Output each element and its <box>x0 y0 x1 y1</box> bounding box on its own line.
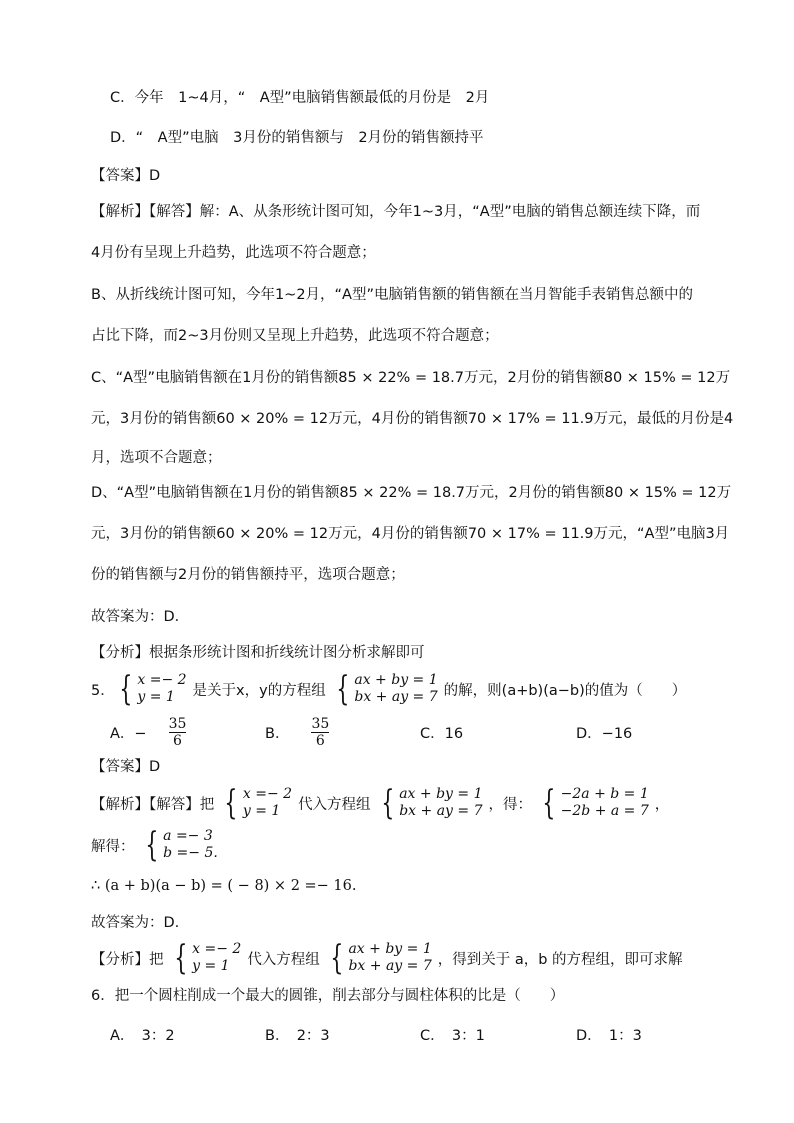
q5-solution-prefix: 【解析】【解答】把 <box>91 796 215 813</box>
q4-option-c: C．今年 1~4月，“ A型”电脑销售额最低的月份是 2月 <box>110 90 490 106</box>
q5-option-b-label: B． <box>265 726 290 742</box>
q5-an-a-line-2: y = 1 <box>192 958 230 974</box>
q5-solve <box>91 825 224 865</box>
q5-conclusion: 故答案为：D. <box>91 915 180 931</box>
q4-solution-line-10: 份的销售额与2月份的销售额持平，选项合题意； <box>91 567 405 583</box>
q5-number: 5． <box>91 682 115 699</box>
q5-stem-tail: 的解，则(a+b)(a−b)的值为（ ） <box>443 682 687 699</box>
q5-equation-system: { ax + by = 1 bx + ay = 7 <box>336 669 438 709</box>
q5-answer: 【答案】D <box>91 759 161 775</box>
q4-solution-line-5: C、“A型”电脑销售额在1月份的销售额85 × 22% = 18.7万元，2月份的销售额80 × 15% = 12万 <box>91 370 731 386</box>
q5-system-b-line-2: bx + ay = 7 <box>354 689 438 705</box>
q4-option-d: D．“ A型”电脑 3月份的销售额与 2月份的销售额持平 <box>110 130 484 146</box>
q5-analysis-system-a: { x =− 2 y = 1 <box>173 938 242 978</box>
q5-option-a-numerator: 35 <box>168 716 187 732</box>
q5-solution-end: ， <box>654 796 670 813</box>
q5-analysis-middle: 代入方程组 <box>247 951 320 968</box>
q5-option-b-fraction <box>311 716 329 749</box>
q4-solution-line-3: B、从折线统计图可知，今年1~2月，“A型”电脑销售额的销售额在当月智能手表销售总额中的 <box>91 287 693 303</box>
q5-therefore: ∴ (a + b)(a − b) = ( − 8) × 2 =− 16. <box>91 878 357 894</box>
q5-analysis-prefix: 【分析】把 <box>91 951 164 968</box>
q5-analysis-tail: ，得到关于 a，b 的方程组，即可求解 <box>437 951 683 968</box>
q5-sol-a-line-1: x =− 2 <box>242 786 293 802</box>
q5-option-a-label: A．− <box>110 726 147 742</box>
q4-solution-line-7: 月，选项不合题意； <box>91 450 222 466</box>
q5-analysis <box>91 938 683 978</box>
q5-option-b <box>265 716 329 749</box>
q4-solution-line-2: 4月份有呈现上升趋势，此选项不符合题意； <box>91 245 376 261</box>
q5-an-a-line-1: x =− 2 <box>192 941 242 957</box>
q5-system-a-line-1: x =− 2 <box>137 672 187 688</box>
q4-answer: 【答案】D <box>91 168 161 184</box>
q4-conclusion: 故答案为：D． <box>91 609 190 625</box>
q5-option-b-numerator: 35 <box>311 716 330 732</box>
q5-solution-middle: 代入方程组 <box>298 796 371 813</box>
q5-an-b-line-2: bx + ay = 7 <box>348 958 432 974</box>
q5-analysis-system-b: { ax + by = 1 bx + ay = 7 <box>330 938 432 978</box>
q5-option-b-denominator: 6 <box>315 733 325 749</box>
q5-sol-c-line-2: −2b + a = 7 <box>560 803 649 819</box>
q5-stem-middle: 是关于x，y的方程组 <box>192 682 326 699</box>
q5-option-c: C．16 <box>420 726 464 742</box>
q5-solve-line-2: b =− 5. <box>163 845 218 861</box>
q6-option-c: C． 3：1 <box>420 1028 485 1044</box>
q4-solution-line-9: 元，3月份的销售额60 × 20% = 12万元，4月份的销售额70 × 17% = 11.9万元，“A型”电脑3月 <box>91 526 730 542</box>
q6-option-a: A． 3：2 <box>110 1028 175 1044</box>
q5-sol-b-line-1: ax + by = 1 <box>399 786 483 802</box>
q5-an-b-line-1: ax + by = 1 <box>348 941 432 957</box>
q5-sol-b-line-2: bx + ay = 7 <box>399 803 483 819</box>
q5-solve-label: 解得： <box>91 838 135 855</box>
q5-stem <box>91 669 687 709</box>
q6-option-d: D． 1：3 <box>576 1028 642 1044</box>
q5-solution-got: ，得： <box>488 796 532 813</box>
q6-stem: 6．把一个圆柱削成一个最大的圆锥，削去部分与圆柱体积的比是（ ） <box>91 988 565 1004</box>
q5-solution-system-b: { ax + by = 1 bx + ay = 7 <box>380 783 483 823</box>
q5-system-b-line-1: ax + by = 1 <box>354 672 438 688</box>
q5-sol-a-line-2: y = 1 <box>242 803 281 819</box>
q4-analysis: 【分析】根据条形统计图和折线统计图分析求解即可 <box>91 645 425 661</box>
q5-solve-line-1: a =− 3 <box>163 828 213 844</box>
q4-solution-line-1: 【解析】【解答】解：A、从条形统计图可知，今年1~3月，“A型”电脑的销售总额连续下降，而 <box>91 204 701 220</box>
q6-option-b: B． 2：3 <box>265 1028 330 1044</box>
q5-solution-system-a: { x =− 2 y = 1 <box>224 783 293 823</box>
q5-option-a <box>110 716 186 749</box>
q4-solution-line-8: D、“A型”电脑销售额在1月份的销售额85 × 22% = 18.7万元，2月份的销售额80 × 15% = 12万 <box>91 485 732 501</box>
q5-option-a-denominator: 6 <box>173 733 182 749</box>
q5-option-a-fraction <box>169 716 187 749</box>
q5-option-d: D．−16 <box>576 726 633 742</box>
q4-solution-line-6: 元，3月份的销售额60 × 20% = 12万元，4月份的销售额70 × 17% = 11.9万元，最低的月份是4 <box>91 411 734 427</box>
q5-solve-system: { a =− 3 b =− 5. <box>144 825 218 865</box>
q5-solution <box>91 783 670 823</box>
q4-solution-line-4: 占比下降，而2~3月份则又呈现上升趋势，此选项不符合题意； <box>91 328 499 344</box>
q5-sol-c-line-1: −2a + b = 1 <box>560 786 649 802</box>
q5-system-a-line-2: y = 1 <box>137 689 175 705</box>
q5-solution-system: { x =− 2 y = 1 <box>119 669 187 709</box>
q5-solution-system-c: { −2a + b = 1 −2b + a = 7 <box>542 783 649 823</box>
